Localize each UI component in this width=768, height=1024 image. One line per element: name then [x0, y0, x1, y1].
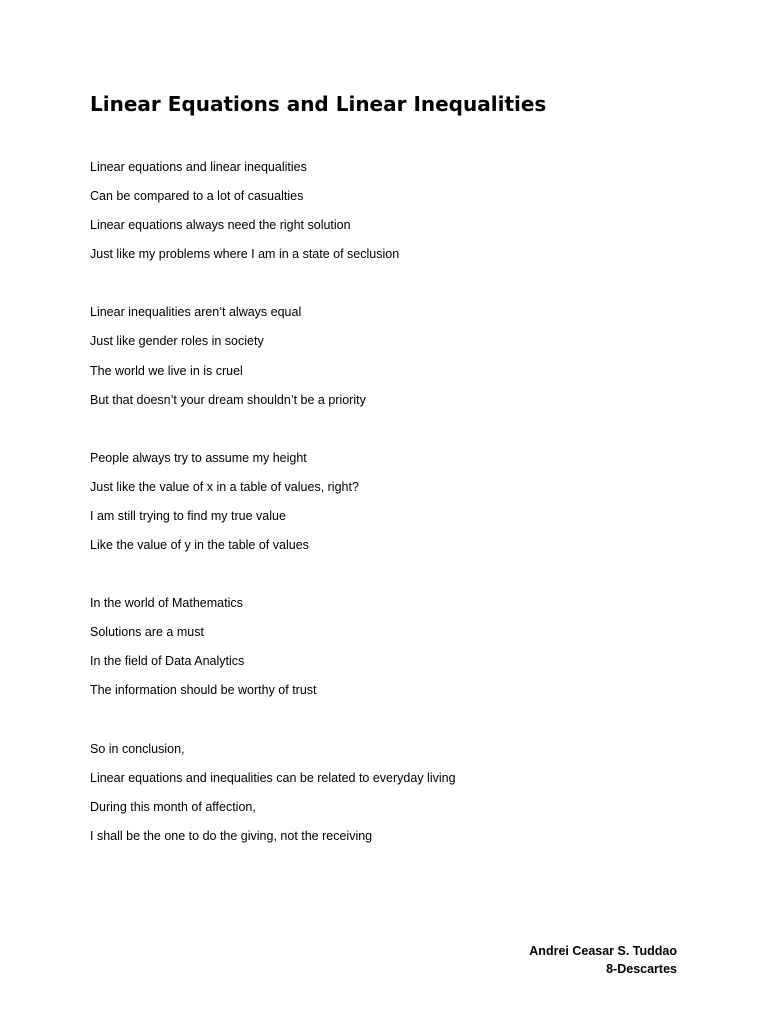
author-section: 8-Descartes: [606, 962, 677, 976]
poem-line: Linear equations and linear inequalities: [90, 160, 307, 174]
poem-line: Linear inequalities aren’t always equal: [90, 305, 302, 320]
poem-line: Like the value of y in the table of values: [90, 538, 309, 553]
stanza-1: [90, 157, 456, 273]
poem-line: People always try to assume my height: [90, 450, 307, 465]
poem-line: The information should be worthy of trust: [90, 683, 317, 698]
poem-line: But that doesn’t your dream shouldn’t be a priority: [90, 392, 366, 407]
stanza-4: [90, 593, 456, 709]
poem-line: During this month of affection,: [90, 799, 256, 814]
poem-line: Can be compared to a lot of casualties: [90, 189, 304, 204]
poem-line: I shall be the one to do the giving, not the receiving: [90, 828, 373, 843]
poem-line: Just like my problems where I am in a state of seclusion: [90, 247, 400, 262]
author-signature: [529, 942, 677, 978]
stanza-5: [90, 739, 456, 855]
poem-line: I am still trying to find my true value: [90, 508, 286, 523]
poem-line: Solutions are a must: [90, 625, 204, 640]
poem-line: In the world of Mathematics: [90, 596, 243, 611]
poem-line: In the field of Data Analytics: [90, 654, 245, 669]
poem-line: Just like the value of x in a table of values, right?: [90, 479, 359, 494]
author-name: Andrei Ceasar S. Tuddao: [529, 944, 677, 958]
poem-line: Just like gender roles in society: [90, 334, 264, 349]
poem-line: Linear equations and inequalities can be related to everyday living: [90, 770, 456, 785]
stanza-3: [90, 448, 456, 564]
stanza-2: [90, 302, 456, 418]
document-title: Linear Equations and Linear Inequalities: [90, 92, 547, 116]
poem-line: Linear equations always need the right solution: [90, 218, 351, 233]
poem-body: [90, 157, 456, 884]
poem-line: The world we live in is cruel: [90, 363, 243, 378]
poem-line: So in conclusion,: [90, 741, 185, 756]
